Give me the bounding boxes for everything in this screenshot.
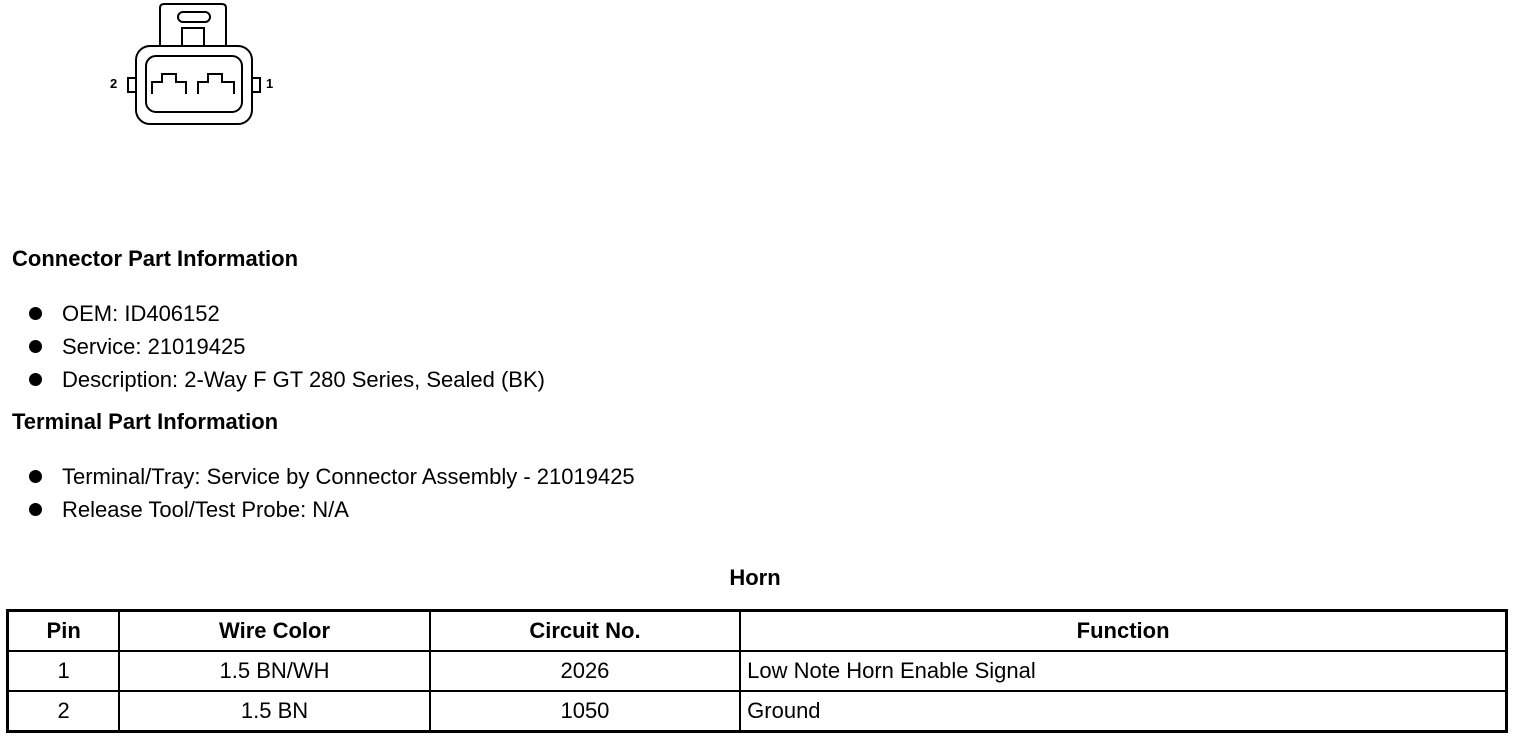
cell-function: Low Note Horn Enable Signal bbox=[740, 651, 1506, 691]
table-row bbox=[8, 651, 1507, 691]
header-pin: Pin bbox=[8, 611, 120, 652]
pin-function-table bbox=[6, 609, 1508, 733]
pin-1-label: 1 bbox=[266, 76, 274, 91]
list-item bbox=[28, 460, 635, 493]
table-row bbox=[8, 691, 1507, 732]
connector-description-text: Description: 2-Way F GT 280 Series, Sealed (BK) bbox=[62, 367, 545, 392]
list-item bbox=[28, 493, 635, 526]
cell-wire-color: 1.5 BN/WH bbox=[119, 651, 429, 691]
terminal-part-list bbox=[28, 460, 635, 526]
bullet-icon bbox=[29, 307, 42, 320]
connector-service-text: Service: 21019425 bbox=[62, 334, 246, 359]
connector-oem-text: OEM: ID406152 bbox=[62, 301, 220, 326]
list-item bbox=[28, 363, 545, 396]
bullet-icon bbox=[29, 340, 42, 353]
connector-part-list bbox=[28, 297, 545, 396]
table-header-row bbox=[8, 611, 1507, 652]
list-item bbox=[28, 330, 545, 363]
cell-circuit-no: 2026 bbox=[430, 651, 740, 691]
header-circuit-no: Circuit No. bbox=[430, 611, 740, 652]
pin-2-label: 2 bbox=[110, 76, 118, 91]
cell-wire-color: 1.5 BN bbox=[119, 691, 429, 732]
cell-function: Ground bbox=[740, 691, 1506, 732]
table-title: Horn bbox=[729, 565, 781, 590]
release-tool-text: Release Tool/Test Probe: N/A bbox=[62, 497, 349, 522]
bullet-icon bbox=[29, 373, 42, 386]
connector-part-heading: Connector Part Information bbox=[12, 246, 299, 271]
bullet-icon bbox=[29, 503, 42, 516]
terminal-tray-text: Terminal/Tray: Service by Connector Assembly - 21019425 bbox=[62, 464, 635, 489]
list-item bbox=[28, 297, 545, 330]
cell-pin: 2 bbox=[8, 691, 120, 732]
header-function: Function bbox=[740, 611, 1506, 652]
connector-outline-graphic bbox=[100, 0, 290, 130]
connector-face-diagram bbox=[100, 0, 290, 130]
cell-pin: 1 bbox=[8, 651, 120, 691]
cell-circuit-no: 1050 bbox=[430, 691, 740, 732]
header-wire-color: Wire Color bbox=[119, 611, 429, 652]
bullet-icon bbox=[29, 470, 42, 483]
terminal-part-heading: Terminal Part Information bbox=[12, 409, 279, 434]
